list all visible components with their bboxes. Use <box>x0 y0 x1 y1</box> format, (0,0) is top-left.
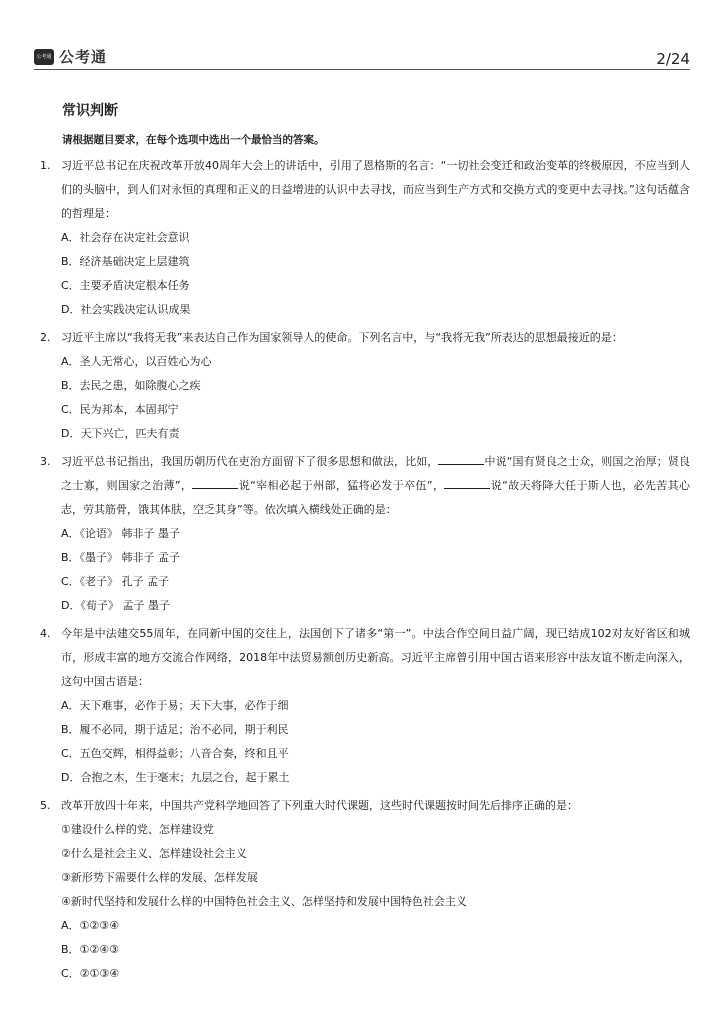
statement-3: ③新形势下需要什么样的发展、怎样发展 <box>61 871 258 884</box>
question-stem: 习近平总书记在庆祝改革开放40周年大会上的讲话中，引用了恩格斯的名言：“一切社会变迁和政治变革的终极原因，不应当到人们的头脑中，到人们对永恒的真理和正义的日益增进的认识中去寻找，而应当到生产方式和交换方式的变更中去寻找。”这句话蕴含的哲理是： <box>61 159 690 220</box>
option-a: A．《论语》 韩非子 墨子 <box>61 527 181 540</box>
option-b: B．履不必同，期于适足；治不必同，期于利民 <box>61 723 289 736</box>
option-c: C．五色交辉，相得益彰；八音合奏，终和且平 <box>61 747 289 760</box>
question-number: 1. <box>40 159 51 172</box>
option-a: A．圣人无常心，以百姓心为心 <box>61 355 212 368</box>
option-d: D．社会实践决定认识成果 <box>61 303 191 316</box>
option-b: B．经济基础决定上层建筑 <box>61 255 190 268</box>
option-b: B．《墨子》 韩非子 孟子 <box>61 551 181 564</box>
fill-blank-3 <box>444 476 490 489</box>
question-number: 2. <box>40 331 51 344</box>
header-divider <box>34 69 690 70</box>
question-2 <box>40 326 690 446</box>
question-stem: 习近平主席以“我将无我”来表达自己作为国家领导人的使命。下列名言中，与“我将无我”所表达的思想最接近的是： <box>61 331 623 344</box>
statement-2: ②什么是社会主义、怎样建设社会主义 <box>61 847 247 860</box>
option-c: C．民为邦本，本固邦宁 <box>61 403 179 416</box>
statement-4: ④新时代坚持和发展什么样的中国特色社会主义、怎样坚持和发展中国特色社会主义 <box>61 895 467 908</box>
fill-blank-1 <box>438 452 484 465</box>
option-d: D．合抱之木，生于毫末；九层之台，起于累土 <box>61 771 290 784</box>
stem-part-4: 说“故天将降大任于斯人也，必先苦其心志，劳其筋骨，饿其体肤，空乏其身”等。依次填入横线处正确的是： <box>61 479 690 516</box>
option-a: A．天下难事，必作于易；天下大事，必作于细 <box>61 699 289 712</box>
page-number: 2/24 <box>656 50 690 68</box>
stem-part-3: 说“宰相必起于州部，猛将必发于卒伍”， <box>238 479 445 492</box>
question-4 <box>40 622 690 790</box>
document-body <box>40 100 690 986</box>
logo <box>34 46 107 67</box>
page-header <box>34 44 690 70</box>
logo-text: 公考通 <box>59 48 108 66</box>
question-stem: 今年是中法建交55周年，在同新中国的交往上，法国创下了诸多“第一”。中法合作空间日益广阔，现已结成102对友好省区和城市，形成丰富的地方交流合作网络，2018年中法贸易额创历史新高。习近平主席曾引用中国古语来形容中法友谊不断走向深入，这句中国古语是： <box>61 627 690 688</box>
stem-part-2: 中说“国有贤良之士众，则国之治厚；贤良之士寡，则国家之治薄”， <box>61 455 691 492</box>
statement-1: ①建设什么样的党、怎样建设党 <box>61 823 214 836</box>
logo-mark-icon: 公考通 <box>34 49 54 65</box>
option-c: C．②①③④ <box>61 967 120 980</box>
option-a: A．①②③④ <box>61 919 119 932</box>
question-stem: 改革开放四十年来，中国共产党科学地回答了下列重大时代课题，这些时代课题按时间先后排序正确的是： <box>61 799 578 812</box>
section-instruction: 请根据题目要求，在每个选项中选出一个最恰当的答案。 <box>62 134 325 146</box>
question-number: 5. <box>40 799 51 812</box>
question-5 <box>40 794 690 986</box>
option-d: D．天下兴亡，匹夫有责 <box>61 427 180 440</box>
stem-part-1: 习近平总书记指出，我国历朝历代在吏治方面留下了很多思想和做法，比如， <box>61 455 439 468</box>
question-stem <box>61 450 690 522</box>
option-b: B．去民之患，如除腹心之疾 <box>61 379 201 392</box>
question-1 <box>40 154 690 322</box>
question-number: 4. <box>40 627 51 640</box>
option-c: C．主要矛盾决定根本任务 <box>61 279 190 292</box>
option-a: A．社会存在决定社会意识 <box>61 231 190 244</box>
question-number: 3. <box>40 455 51 468</box>
fill-blank-2 <box>192 476 238 489</box>
question-3 <box>40 450 690 618</box>
section-title: 常识判断 <box>62 103 118 119</box>
option-b: B．①②④③ <box>61 943 119 956</box>
option-d: D．《荀子》 孟子 墨子 <box>61 599 170 612</box>
option-c: C．《老子》 孔子 孟子 <box>61 575 170 588</box>
